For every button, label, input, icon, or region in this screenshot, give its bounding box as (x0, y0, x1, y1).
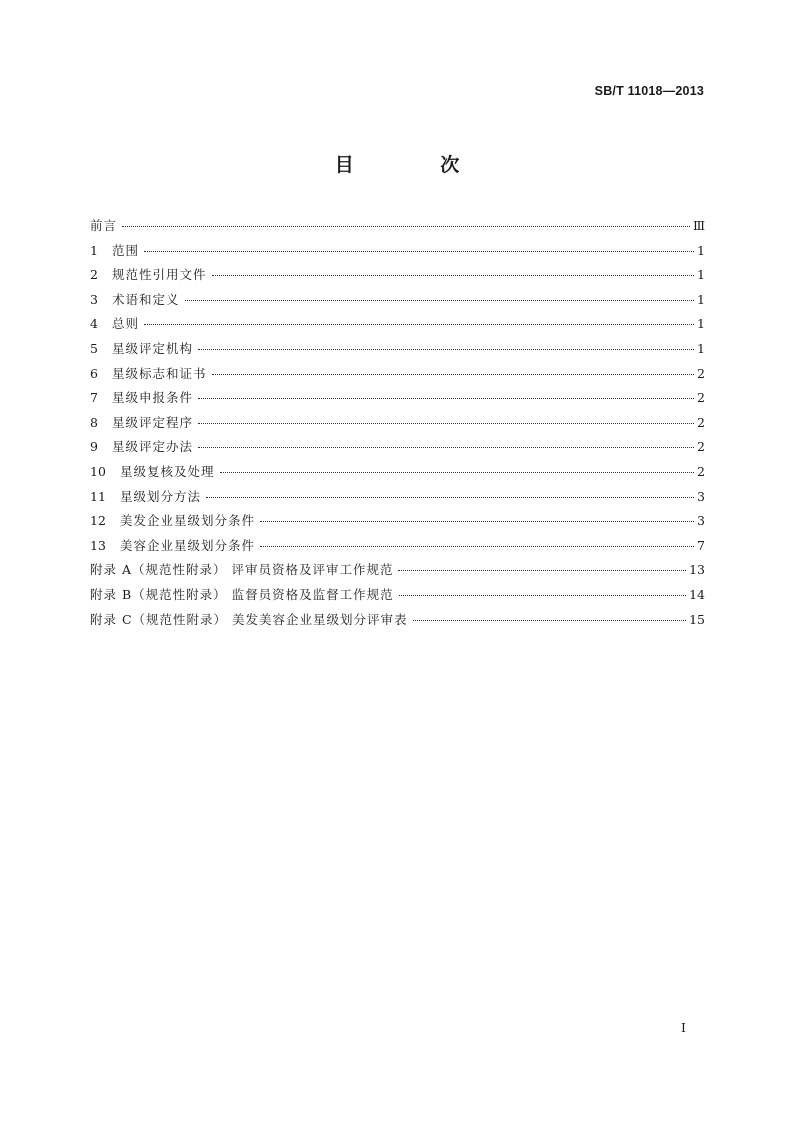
toc-dot-leader (198, 446, 694, 448)
toc-dot-leader (144, 250, 694, 252)
toc-entry-page: 2 (697, 365, 705, 381)
toc-entry-number: 5 (90, 340, 98, 356)
toc-entry-page: 3 (697, 513, 705, 529)
toc-dot-leader (185, 299, 694, 301)
toc-dot-leader (212, 373, 694, 375)
toc-dot-leader (144, 323, 694, 325)
page-title: 目 次 (334, 154, 500, 176)
toc-dot-leader (198, 397, 694, 399)
toc-entry[interactable] (90, 558, 705, 583)
toc-entry-page: 1 (697, 291, 705, 307)
page-number: I (681, 1020, 686, 1035)
toc-entry[interactable] (90, 337, 705, 362)
toc-entry-number: 1 (90, 242, 98, 258)
table-of-contents (90, 214, 705, 632)
toc-entry[interactable] (90, 435, 705, 460)
toc-dot-leader (198, 422, 694, 424)
toc-entry-page: 2 (697, 463, 705, 479)
toc-entry-page: 13 (689, 562, 705, 578)
standard-code: SB/T 11018—2013 (594, 84, 704, 98)
toc-entry-number: 3 (90, 291, 98, 307)
toc-entry-page: 14 (689, 586, 705, 602)
toc-entry[interactable] (90, 460, 705, 485)
toc-entry-page: 1 (697, 340, 705, 356)
toc-dot-leader (198, 348, 694, 350)
toc-entry-label: 规范性引用文件 (112, 267, 207, 283)
toc-entry-label: 星级评定机构 (112, 340, 194, 356)
toc-entry-number: 12 (90, 513, 106, 529)
toc-entry-label: 星级划分方法 (120, 488, 202, 504)
toc-dot-leader (413, 619, 687, 621)
toc-entry-page: 1 (697, 242, 705, 258)
toc-entry-number: 4 (90, 316, 98, 332)
toc-entry-number: 2 (90, 267, 98, 283)
toc-entry[interactable] (90, 214, 705, 239)
toc-entry[interactable] (90, 509, 705, 534)
toc-entry[interactable] (90, 312, 705, 337)
toc-dot-leader (260, 545, 694, 547)
toc-entry-label: 星级评定办法 (112, 439, 194, 455)
toc-entry-page: 1 (697, 316, 705, 332)
toc-dot-leader (220, 471, 694, 473)
toc-entry-label: 附录 C（规范性附录） 美发美容企业星级划分评审表 (90, 611, 408, 627)
toc-entry-number: 10 (90, 463, 106, 479)
toc-entry-page: Ⅲ (692, 218, 705, 233)
toc-entry-label: 术语和定义 (112, 291, 180, 307)
toc-entry[interactable] (90, 608, 705, 633)
toc-entry-page: 3 (697, 488, 705, 504)
toc-entry-label: 总则 (112, 316, 140, 332)
toc-dot-leader (399, 594, 686, 596)
toc-entry-number: 9 (90, 439, 98, 455)
toc-entry[interactable] (90, 288, 705, 313)
toc-entry-page: 2 (697, 390, 705, 406)
toc-entry[interactable] (90, 263, 705, 288)
toc-entry-number: 8 (90, 414, 98, 430)
toc-entry-page: 2 (697, 414, 705, 430)
toc-dot-leader (398, 569, 686, 571)
toc-entry-number: 11 (90, 488, 106, 504)
toc-dot-leader (122, 225, 690, 227)
toc-entry-label: 附录 B（规范性附录） 监督员资格及监督工作规范 (90, 586, 394, 602)
toc-entry-label: 美容企业星级划分条件 (120, 537, 256, 553)
toc-entry[interactable] (90, 386, 705, 411)
toc-entry-label: 星级评定程序 (112, 414, 194, 430)
toc-entry-number: 13 (90, 537, 106, 553)
toc-entry-label: 前言 (90, 218, 118, 233)
toc-entry-page: 2 (697, 439, 705, 455)
toc-entry-label: 美发企业星级划分条件 (120, 513, 256, 529)
toc-dot-leader (260, 520, 694, 522)
toc-entry[interactable] (90, 534, 705, 559)
toc-entry-page: 7 (697, 537, 705, 553)
toc-entry-label: 附录 A（规范性附录） 评审员资格及评审工作规范 (90, 562, 394, 578)
toc-entry[interactable] (90, 411, 705, 436)
toc-entry-page: 15 (689, 611, 705, 627)
toc-entry-label: 星级复核及处理 (120, 463, 215, 479)
toc-entry[interactable] (90, 239, 705, 264)
toc-dot-leader (212, 274, 694, 276)
toc-entry-number: 6 (90, 365, 98, 381)
toc-entry-label: 范围 (112, 242, 140, 258)
toc-entry-page: 1 (697, 267, 705, 283)
toc-entry[interactable] (90, 362, 705, 387)
toc-dot-leader (206, 496, 694, 498)
toc-entry-number: 7 (90, 390, 98, 406)
toc-entry[interactable] (90, 583, 705, 608)
toc-entry[interactable] (90, 485, 705, 510)
toc-entry-label: 星级标志和证书 (112, 365, 207, 381)
toc-entry-label: 星级申报条件 (112, 390, 194, 406)
